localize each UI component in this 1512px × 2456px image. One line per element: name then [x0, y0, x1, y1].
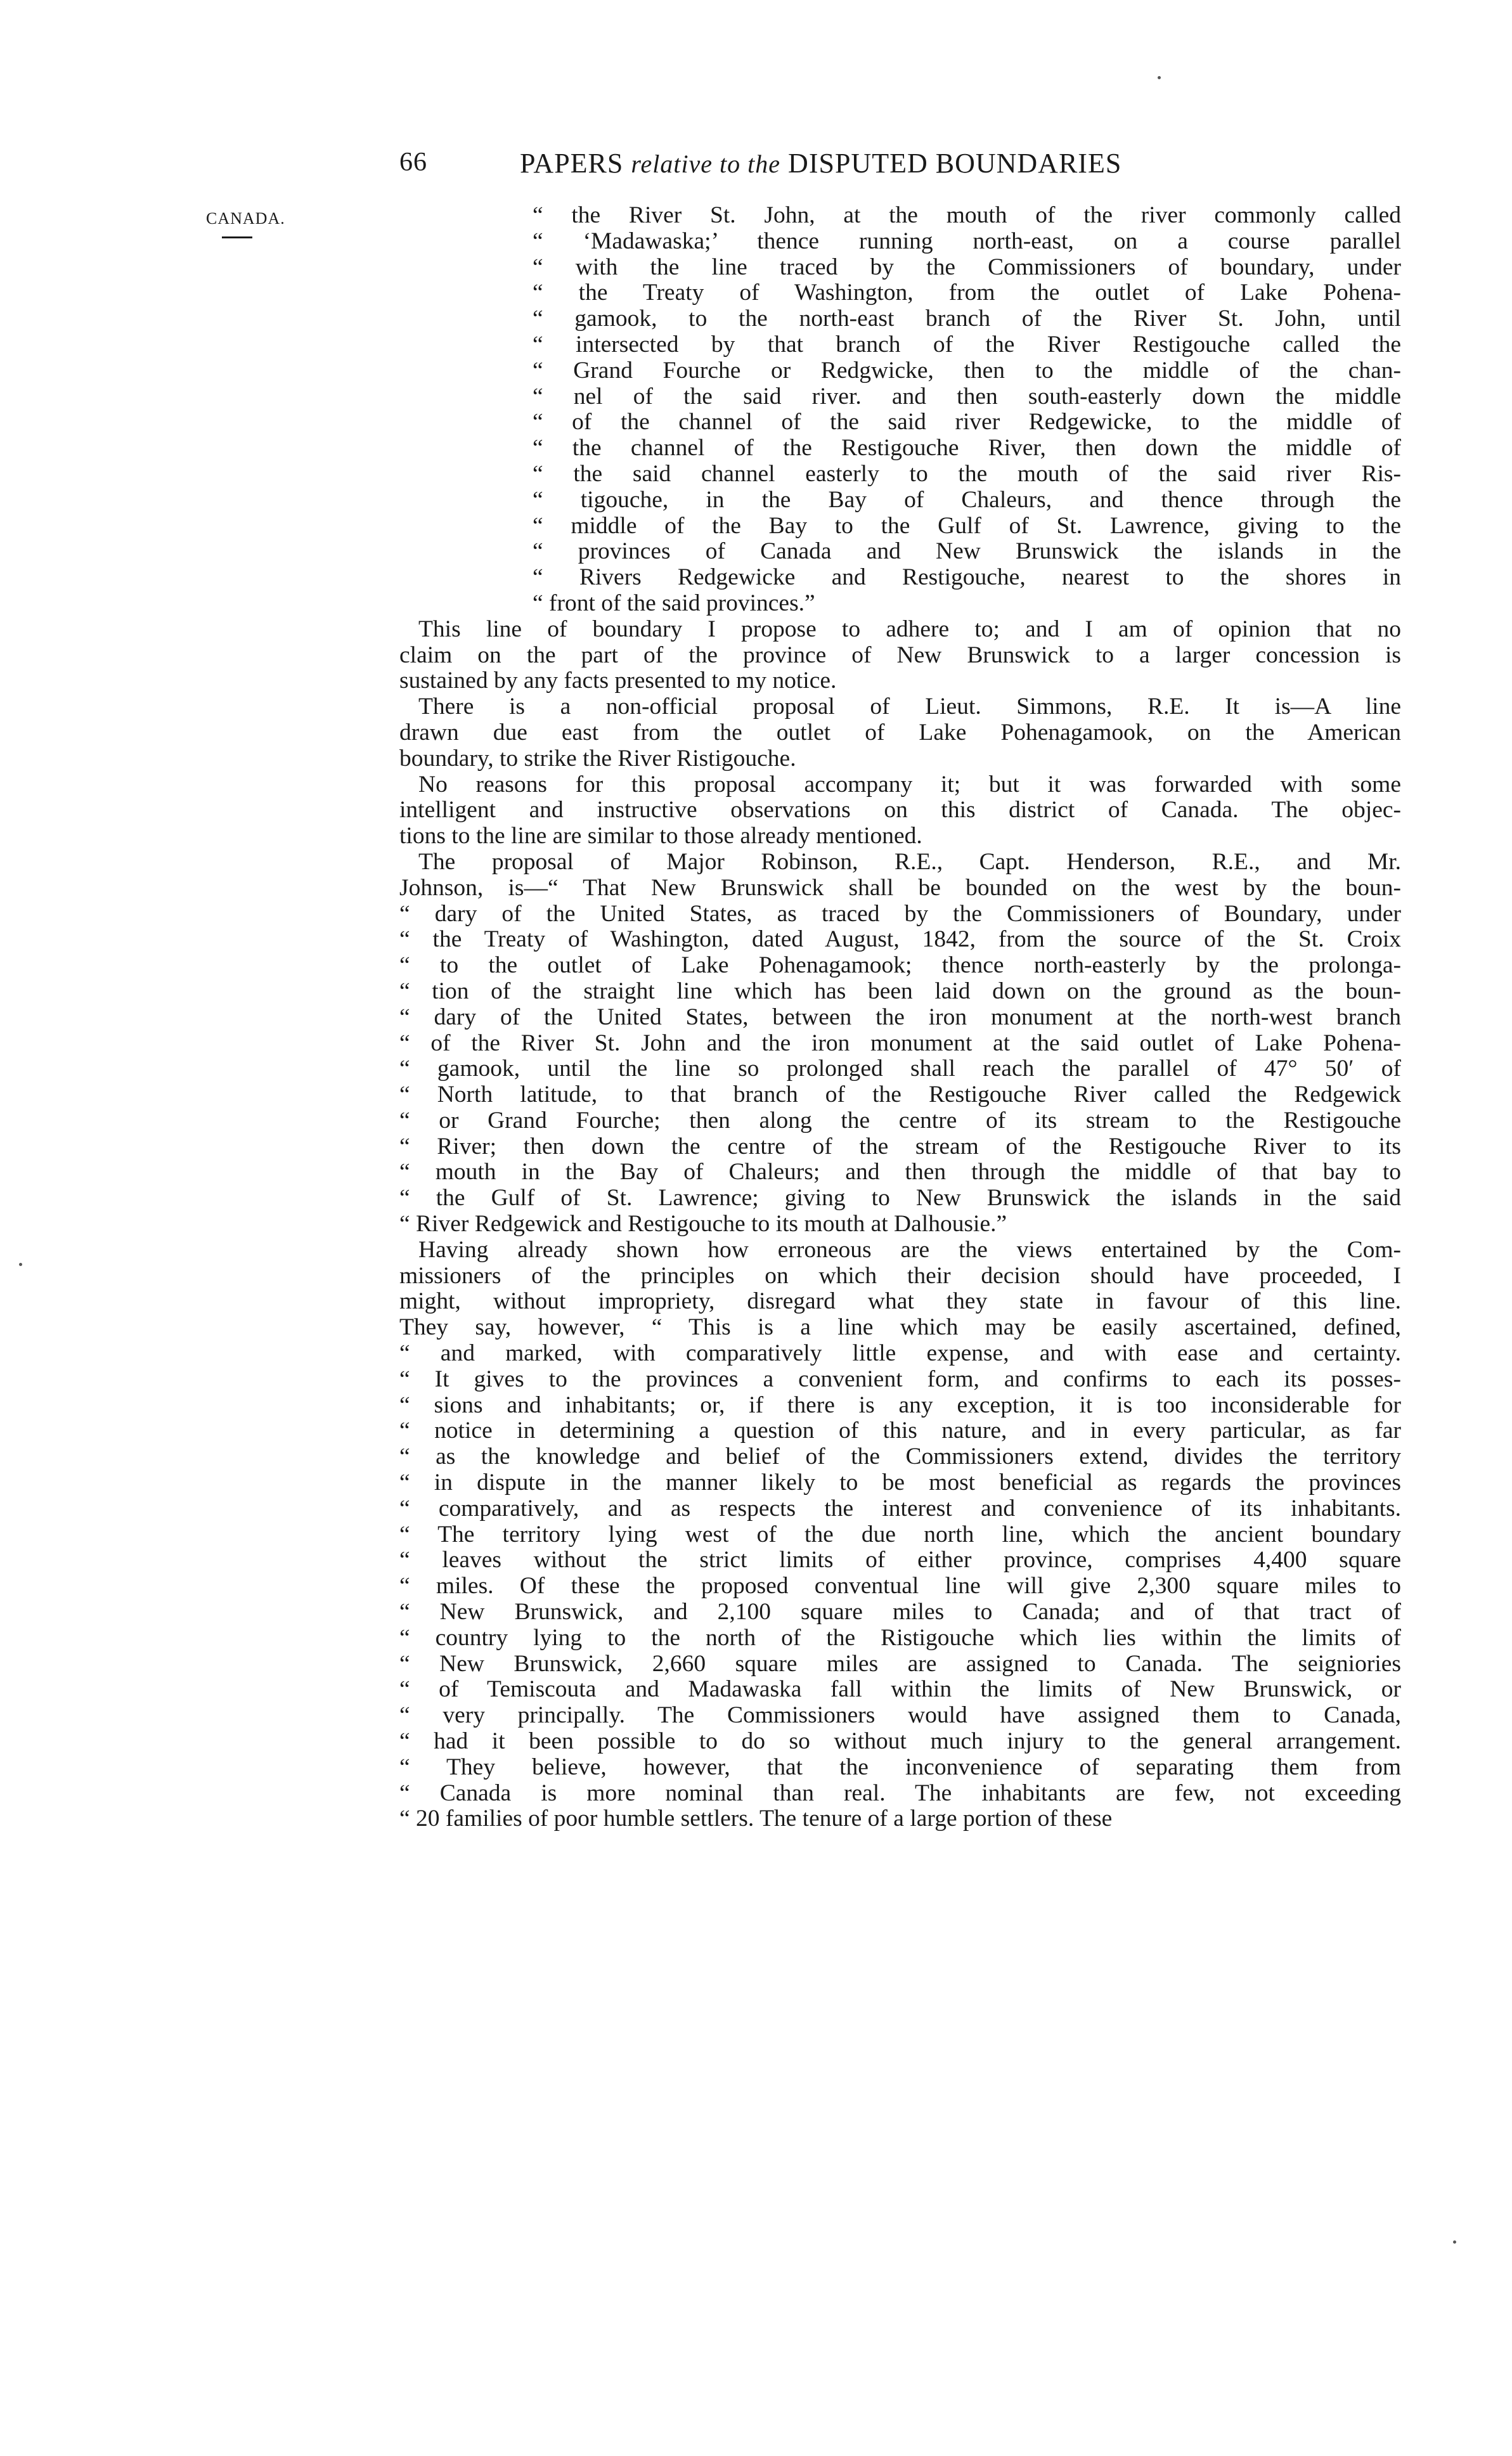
- page-speck: [1453, 2240, 1456, 2244]
- text-line: This line of boundary I propose to adhere to; and I am of opinion that no: [418, 616, 1401, 642]
- paragraphs: [399, 617, 1401, 1832]
- text-line: “ dary of the United States, as traced by the Commissioners of Boundary, under: [399, 900, 1401, 927]
- running-header: [399, 147, 1414, 185]
- text-line: “ leaves without the strict limits of either province, comprises 4,400 square: [399, 1547, 1401, 1574]
- text-line: might, without impropriety, disregard what they state in favour of this line.: [399, 1288, 1401, 1315]
- text-line: “ tion of the straight line which has been laid down on the ground as the boun-: [399, 978, 1401, 1004]
- text-line: missioners of the principles on which their decision should have proceeded, I: [399, 1262, 1401, 1289]
- text-line: “ 20 families of poor humble settlers. The tenure of a large portion of these: [399, 1806, 1113, 1832]
- text-line: “ had it been possible to do so without much injury to the general arrangement.: [399, 1728, 1401, 1755]
- page-speck: [19, 1263, 22, 1266]
- quote-line: “ tigouche, in the Bay of Chaleurs, and thence through the: [533, 486, 1401, 513]
- quote-line: “ Grand Fourche or Redgwicke, then to the middle of the chan-: [533, 357, 1401, 384]
- text-line: “ gamook, until the line so prolonged shall reach the parallel of 47° 50′ of: [399, 1056, 1401, 1082]
- quote-line: “ Rivers Redgewicke and Restigouche, nearest to the shores in: [533, 564, 1401, 591]
- text-line: Johnson, is—“ That New Brunswick shall be bounded on the west by the boun-: [399, 874, 1401, 901]
- running-title: [520, 147, 1121, 179]
- quote-line: “ the Treaty of Washington, from the outlet of Lake Pohena-: [533, 280, 1401, 306]
- text-line: “ as the knowledge and belief of the Commissioners extend, divides the territory: [399, 1444, 1401, 1470]
- text-line: sustained by any facts presented to my notice.: [399, 668, 837, 694]
- quote-line: “ ‘Madawaska;’ thence running north-east, on a course parallel: [533, 228, 1401, 254]
- running-title-caps-2: DISPUTED BOUNDARIES: [788, 148, 1122, 179]
- margin-label: CANADA.: [206, 209, 285, 228]
- text-line: “ dary of the United States, between the iron monument at the north-west branch: [399, 1004, 1401, 1030]
- text-line: There is a non-official proposal of Lieut. Simmons, R.E. It is—A line: [418, 694, 1401, 720]
- text-line: “ to the outlet of Lake Pohenagamook; thence north-easterly by the prolonga-: [399, 952, 1401, 979]
- text-line: “ miles. Of these the proposed conventual line will give 2,300 square miles to: [399, 1573, 1401, 1600]
- text-line: “ the Gulf of St. Lawrence; giving to New Brunswick the islands in the said: [399, 1185, 1401, 1212]
- paragraph: [399, 772, 1401, 850]
- text-line: “ country lying to the north of the Ristigouche which lies within the limits of: [399, 1624, 1401, 1651]
- paragraph: [399, 617, 1401, 694]
- text-line: “ very principally. The Commissioners would have assigned them to Canada,: [399, 1702, 1401, 1729]
- page-speck: [1158, 76, 1161, 79]
- quote-line: “ with the line traced by the Commissioners of boundary, under: [533, 254, 1401, 280]
- quote-line: “ middle of the Bay to the Gulf of St. Lawrence, giving to the: [533, 512, 1401, 539]
- text-line: tions to the line are similar to those already mentioned.: [399, 823, 922, 850]
- text-line: “ New Brunswick, and 2,100 square miles to Canada; and of that tract of: [399, 1599, 1401, 1625]
- text-line: “ mouth in the Bay of Chaleurs; and then through the middle of that bay to: [399, 1159, 1401, 1186]
- quote-block: [399, 203, 1401, 617]
- text-line: “ or Grand Fourche; then along the centre of its stream to the Restigouche: [399, 1107, 1401, 1134]
- text-line: “ in dispute in the manner likely to be most beneficial as regards the provinces: [399, 1470, 1401, 1496]
- text-line: “ The territory lying west of the due north line, which the ancient boundary: [399, 1521, 1401, 1548]
- margin-rule: [222, 236, 252, 238]
- quote-line: “ the River St. John, at the mouth of the river commonly called: [533, 202, 1401, 228]
- running-title-caps-1: PAPERS: [520, 148, 624, 179]
- text-line: They say, however, “ This is a line which may be easily ascertained, defined,: [399, 1314, 1401, 1341]
- paragraph: [399, 850, 1401, 1238]
- quote-line: “ gamook, to the north-east branch of the River St. John, until: [533, 306, 1401, 332]
- text-line: “ the Treaty of Washington, dated August, 1842, from the source of the St. Croix: [399, 926, 1401, 953]
- quote-line: “ provinces of Canada and New Brunswick the islands in the: [533, 538, 1401, 565]
- page-number: 66: [399, 148, 427, 177]
- text-line: claim on the part of the province of New Brunswick to a larger concession is: [399, 642, 1401, 668]
- quote-line: “ the said channel easterly to the mouth of the said river Ris-: [533, 460, 1401, 487]
- text-line: “ notice in determining a question of this nature, and in every particular, as far: [399, 1418, 1401, 1444]
- text-line: “ North latitude, to that branch of the Restigouche River called the Redgewick: [399, 1082, 1401, 1108]
- running-title-italic: relative to the: [631, 150, 781, 178]
- text-line: The proposal of Major Robinson, R.E., Capt. Henderson, R.E., and Mr.: [418, 848, 1401, 875]
- text-line: “ comparatively, and as respects the interest and convenience of its inhabitants.: [399, 1495, 1401, 1522]
- text-line: boundary, to strike the River Ristigouche.: [399, 745, 796, 772]
- text-line: “ They believe, however, that the inconvenience of separating them from: [399, 1754, 1401, 1780]
- text-line: “ and marked, with comparatively little expense, and with ease and certainty.: [399, 1340, 1401, 1367]
- text-line: No reasons for this proposal accompany it; but it was forwarded with some: [418, 771, 1401, 798]
- text-line: intelligent and instructive observations on this district of Canada. The objec-: [399, 797, 1401, 824]
- body-text: [399, 203, 1401, 1832]
- text-line: “ It gives to the provinces a convenient form, and confirms to each its posses-: [399, 1366, 1401, 1392]
- text-line: drawn due east from the outlet of Lake Pohenagamook, on the American: [399, 719, 1401, 746]
- quote-line: “ of the channel of the said river Redgewicke, to the middle of: [533, 409, 1401, 436]
- text-line: “ River Redgewick and Restigouche to its mouth at Dalhousie.”: [399, 1211, 1007, 1238]
- text-line: “ of Temiscouta and Madawaska fall within the limits of New Brunswick, or: [399, 1676, 1401, 1703]
- text-line: “ of the River St. John and the iron monument at the said outlet of Lake Pohena-: [399, 1030, 1401, 1056]
- text-line: “ New Brunswick, 2,660 square miles are assigned to Canada. The seigniories: [399, 1650, 1401, 1677]
- quote-line: “ intersected by that branch of the River Restigouche called the: [533, 331, 1401, 358]
- text-line: “ Canada is more nominal than real. The inhabitants are few, not exceeding: [399, 1780, 1401, 1806]
- paragraph: [399, 1238, 1401, 1832]
- text-line: “ River; then down the centre of the stream of the Restigouche River to its: [399, 1133, 1401, 1160]
- paragraph: [399, 694, 1401, 772]
- quote-line: “ front of the said provinces.”: [533, 590, 815, 616]
- text-line: “ sions and inhabitants; or, if there is any exception, it is too inconsiderable for: [399, 1392, 1401, 1418]
- text-line: Having already shown how erroneous are the views entertained by the Com-: [418, 1236, 1401, 1263]
- quote-line: “ the channel of the Restigouche River, then down the middle of: [533, 435, 1401, 462]
- quote-line: “ nel of the said river. and then south-easterly down the middle: [533, 383, 1401, 410]
